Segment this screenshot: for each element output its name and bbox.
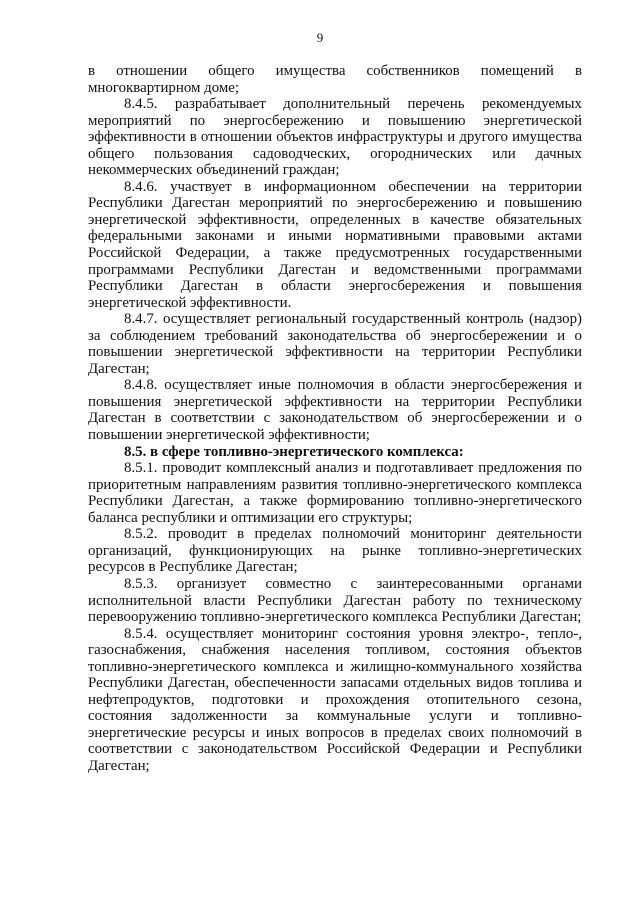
page-number: 9 — [316, 30, 324, 45]
paragraph-continuation: в отношении общего имущества собственников помещений в многоквартирном доме; — [88, 63, 582, 96]
paragraph-8-4-5: 8.4.5. разрабатывает дополнительный перечень рекомендуемых мероприятий по энергосбережению и повышению энергетической эффективности в отношении объектов инфраструктуры и другого имущества общего пользования садоводческих, огороднических или дачных некоммерческих объединений граждан; — [88, 96, 582, 179]
paragraph-8-4-8: 8.4.8. осуществляет иные полномочия в области энергосбережения и повышения энергетической эффективности на территории Республики Дагестан в соответствии с законодательством об энергосбережении и о повышении энергетической эффективности; — [88, 377, 582, 444]
paragraph-8-4-7: 8.4.7. осуществляет региональный государственный контроль (надзор) за соблюдением требований законодательства об энергосбережении и о повышении энергетической эффективности на территории Республики Дагестан; — [88, 311, 582, 377]
paragraph-8-5-3: 8.5.3. организует совместно с заинтересованными органами исполнительной власти Республики Дагестан работу по техническому перевооружению топливно-энергетического комплекса Республики Дагестан; — [88, 575, 582, 626]
paragraph-8-5-1: 8.5.1. проводит комплексный анализ и подготавливает предложения по приоритетным направлениям развития топливно-энергетического комплекса Республики Дагестан, а также формированию топливно-энергетического баланса республики и оптимизации его структуры; — [88, 460, 582, 526]
paragraph-8-4-6: 8.4.6. участвует в информационном обеспечении на территории Республики Дагестан мероприятий по энергосбережению и повышению энергетической эффективности, определенных в качестве обязательных федеральными законами и иными нормативными правовыми актами Российской Федерации, а также предусмотренных государственными программами Республики Дагестан и ведомственными программами Республики Дагестан в области энергосбережения и повышения энергетической эффективности. — [88, 178, 582, 311]
paragraph-8-5-4: 8.5.4. осуществляет мониторинг состояния уровня электро-, тепло-, газоснабжения, снабжения населения топливом, состояния объектов топливно-энергетического комплекса и жилищно-коммунального хозяйства Республики Дагестан, обеспеченности запасами отдельных видов топлива и нефтепродуктов, подготовки и прохождения отопительного сезона, состояния задолженности за коммунальные услуги и топливно-энергетические ресурсы и иных вопросов в пределах своих полномочий в соответствии с законодательством Российской Федерации и Республики Дагестан; — [88, 625, 582, 774]
paragraph-8-5-2: 8.5.2. проводит в пределах полномочий мониторинг деятельности организаций, функционирующих на рынке топливно-энергетических ресурсов в Республике Дагестан; — [88, 526, 582, 576]
section-heading-8-5: 8.5. в сфере топливно-энергетического комплекса: — [124, 443, 464, 460]
document-body — [88, 63, 582, 775]
